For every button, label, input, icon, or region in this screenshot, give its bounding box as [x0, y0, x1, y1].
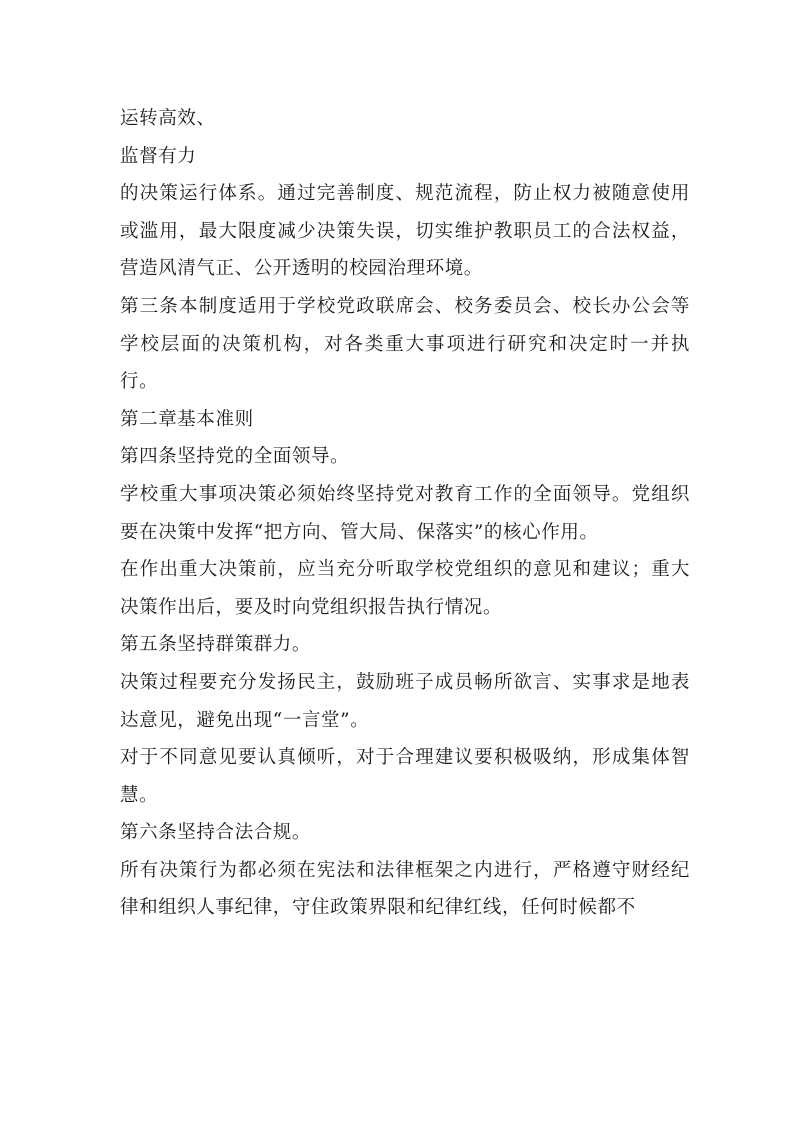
- document-body: [120, 100, 690, 927]
- article-4-body-2: 在作出重大决策前，应当充分听取学校党组织的意见和建议；重大决策作出后，要及时向党组织报告执行情况。: [120, 559, 690, 618]
- article-5-body-2: 对于不同意见要认真倾听，对于合理建议要积极吸纳，形成集体智慧。: [120, 747, 690, 806]
- article-3: 第三条本制度适用于学校党政联席会、校务委员会、校长办公会等学校层面的决策机构，对各类重大事项进行研究和决定时一并执行。: [120, 295, 690, 393]
- article-5-body-1: 决策过程要充分发扬民主，鼓励班子成员畅所欲言、实事求是地表达意见，避免出现“一言堂”。: [120, 671, 690, 731]
- paragraph-continuation-2: 监督有力: [120, 145, 197, 167]
- article-5-heading: 第五条坚持群策群力。: [120, 634, 312, 656]
- article-6-body-1: 所有决策行为都必须在宪法和法律框架之内进行，严格遵守财经纪律和组织人事纪律，守住政策界限和纪律红线，任何时候都不: [120, 859, 690, 919]
- article-6-heading: 第六条坚持合法合规。: [120, 822, 312, 844]
- article-4-body-1: 学校重大事项决策必须始终坚持党对教育工作的全面领导。党组织要在决策中发挥“把方向、管大局、保落实”的核心作用。: [120, 483, 690, 543]
- paragraph-purpose: 的决策运行体系。通过完善制度、规范流程，防止权力被随意使用或滥用，最大限度减少决策失误，切实维护教职员工的合法权益，营造风清气正、公开透明的校园治理环境。: [120, 183, 690, 280]
- paragraph-continuation-1: 运转高效、: [120, 108, 216, 129]
- article-4-heading: 第四条坚持党的全面领导。: [120, 446, 350, 468]
- chapter-2-heading: 第二章基本准则: [120, 408, 254, 430]
